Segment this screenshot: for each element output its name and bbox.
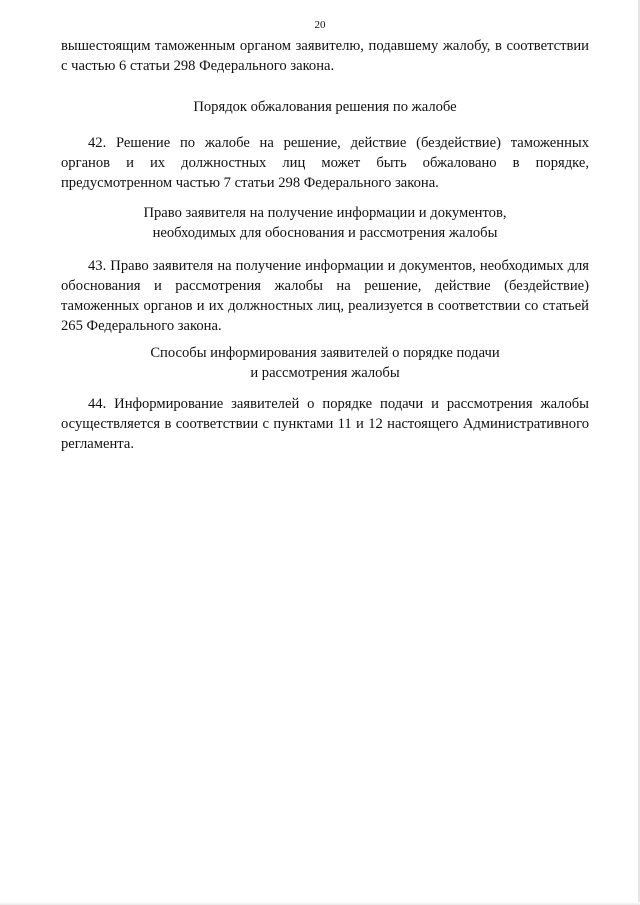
heading-line: Порядок обжалования решения по жалобе: [193, 99, 457, 115]
heading-line: Право заявителя на получение информации и документов,: [143, 205, 507, 221]
page-number: 20: [314, 19, 326, 31]
heading-line: и рассмотрения жалобы: [250, 365, 400, 381]
continuation-paragraph: вышестоящим таможенным органом заявителю, подавшему жалобу, в соответствии с частью 6 статьи 298 Федерального закона.: [61, 38, 589, 74]
paragraph-44: 44. Информирование заявителей о порядке подачи и рассмотрения жалобы осуществляется в соответствии с пунктами 11 и 12 настоящего Административного регламента.: [61, 396, 589, 452]
section-heading-appeal-procedure: [61, 97, 589, 117]
section-heading-right-to-information: [61, 203, 589, 243]
section-heading-information-methods: [61, 343, 589, 383]
heading-line: необходимых для обоснования и рассмотрения жалобы: [152, 225, 498, 241]
paragraph-43: 43. Право заявителя на получение информации и документов, необходимых для обоснования и рассмотрения жалобы на решение, действие (бездействие) таможенных органов и их должностных лиц, реализуется в соответствии со статьей 265 Федерального закона.: [61, 258, 589, 334]
heading-line: Способы информирования заявителей о порядке подачи: [150, 345, 500, 361]
paragraph-42: 42. Решение по жалобе на решение, действие (бездействие) таможенных органов и их должностных лиц может быть обжаловано в порядке, предусмотренном частью 7 статьи 298 Федерального закона.: [61, 135, 589, 191]
